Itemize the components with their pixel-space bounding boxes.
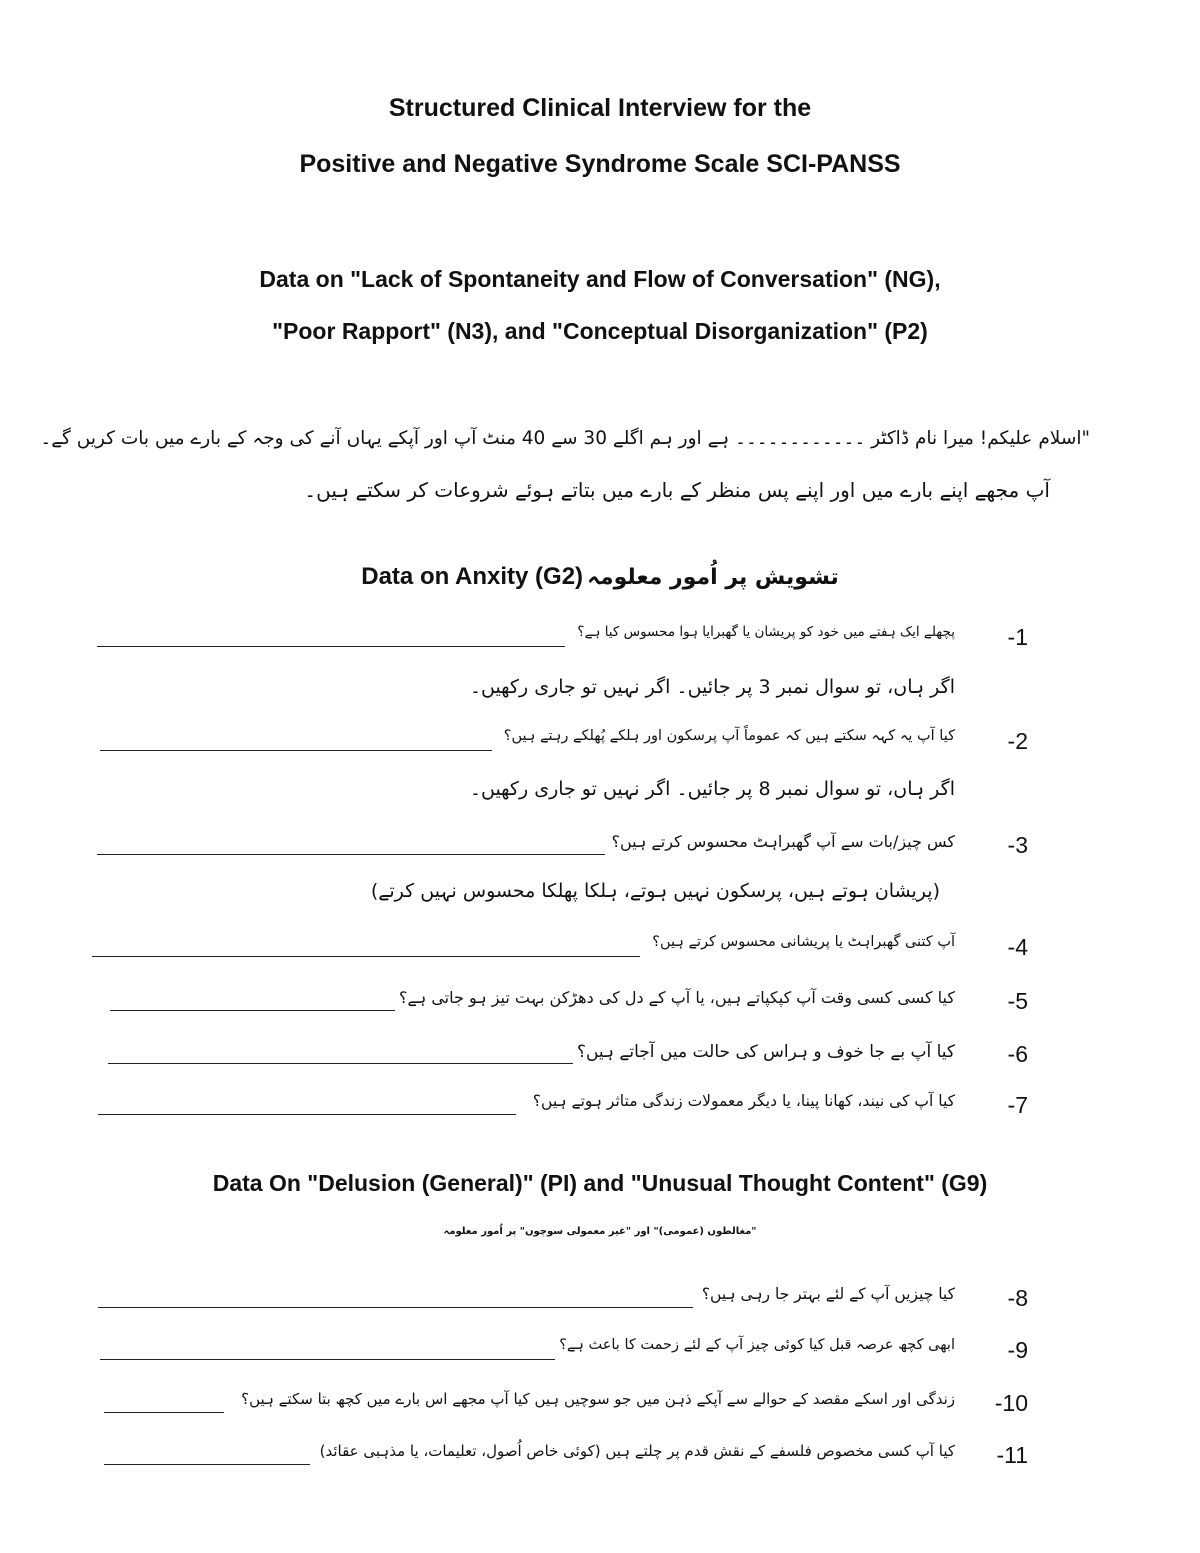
answer-line[interactable] <box>98 1307 693 1308</box>
answer-line[interactable] <box>92 956 640 957</box>
question-row-4 <box>0 928 1200 968</box>
question-text: کس چیز/بات سے آپ گھبراہٹ محسوس کرتے ہیں؟ <box>611 832 955 851</box>
question-number: -5 <box>1007 988 1028 1014</box>
question-3-clarification: (پریشان ہوتے ہیں، پرسکون نہیں ہوتے، ہلکا پھلکا محسوس نہیں کرتے) <box>370 880 940 902</box>
intro-text-line2: آپ مجھے اپنے بارے میں اور اپنے پس منظر کے بارے میں بتاتے ہوئے شروعات کر سکتے ہیں۔ <box>304 478 1050 502</box>
question-number: -1 <box>1007 624 1028 650</box>
answer-line[interactable] <box>104 1464 310 1465</box>
question-text: کیا آپ کسی مخصوص فلسفے کے نقش قدم پر چلتے ہیں (کوئی خاص اُصول، تعلیمات، یا مذہبی عقائد) <box>319 1442 955 1460</box>
question-row-7 <box>0 1086 1200 1126</box>
anxiety-section-heading <box>0 563 1200 591</box>
section-heading-ng-line1: Data on "Lack of Spontaneity and Flow of Conversation" (NG), <box>259 266 941 292</box>
question-text: کیا آپ کی نیند، کھانا پینا، یا دیگر معمولات زندگی متاثر ہوتے ہیں؟ <box>532 1092 955 1110</box>
answer-line[interactable] <box>108 1063 573 1064</box>
question-number: -11 <box>996 1442 1028 1468</box>
answer-line[interactable] <box>100 1359 555 1360</box>
anxiety-heading-urdu: تشویش پر اُمور معلومہ <box>587 565 839 590</box>
question-number: -2 <box>1007 728 1028 754</box>
question-number: -8 <box>1007 1285 1028 1311</box>
question-text: زندگی اور اسکے مقصد کے حوالے سے آپکے ذہن میں جو سوچیں ہیں کیا آپ مجھے اس بارے میں کچھ بتا سکتے ہیں؟ <box>241 1390 955 1408</box>
question-row-1 <box>0 618 1200 658</box>
answer-line[interactable] <box>104 1412 224 1413</box>
question-text: آپ کتنی گھبراہٹ یا پریشانی محسوس کرتے ہیں؟ <box>652 934 955 950</box>
question-row-11 <box>0 1436 1200 1476</box>
answer-line[interactable] <box>97 854 605 855</box>
question-row-3 <box>0 826 1200 866</box>
delusion-section-heading-urdu: "مغالطوں (عمومی)" اور "غیر معمولی سوچوں" پر اُمور معلومہ <box>443 1226 757 1237</box>
intro-text-line1: "اسلام علیکم! میرا نام ڈاکٹر ۔۔۔۔۔۔۔۔۔۔۔۔ ہے اور ہم اگلے 30 سے 40 منٹ آپ اور آپکے یہاں آنے کی وجہ کے بارے میں بات کریں گے۔ <box>40 428 1090 449</box>
question-2-instruction: اگر ہاں، تو سوال نمبر 8 پر جائیں۔ اگر نہیں تو جاری رکھیں۔ <box>469 778 955 800</box>
question-1-instruction: اگر ہاں، تو سوال نمبر 3 پر جائیں۔ اگر نہیں تو جاری رکھیں۔ <box>469 676 955 698</box>
question-text: کیا آپ یہ کہہ سکتے ہیں کہ عموماً آپ پرسکون اور ہلکے پُھلکے رہتے ہیں؟ <box>503 728 955 744</box>
document-title-line1: Structured Clinical Interview for the <box>388 94 812 122</box>
question-text: ابھی کچھ عرصہ قبل کیا کوئی چیز آپ کے لئے زحمت کا باعث ہے؟ <box>559 1337 955 1353</box>
question-row-8 <box>0 1279 1200 1319</box>
question-number: -7 <box>1007 1092 1028 1118</box>
question-row-9 <box>0 1331 1200 1371</box>
answer-line[interactable] <box>100 750 492 751</box>
answer-line[interactable] <box>110 1010 395 1011</box>
question-number: -10 <box>994 1390 1028 1416</box>
question-text: کیا چیزیں آپ کے لئے بہتر جا رہی ہیں؟ <box>701 1285 955 1303</box>
delusion-section-heading: Data On "Delusion (General)" (PI) and "Unusual Thought Content" (G9) <box>212 1170 988 1196</box>
question-number: -9 <box>1007 1337 1028 1363</box>
question-text: کیا آپ بے جا خوف و ہراس کی حالت میں آجاتے ہیں؟ <box>576 1042 955 1062</box>
answer-line[interactable] <box>98 1114 516 1115</box>
section-heading-ng-line2: "Poor Rapport" (N3), and "Conceptual Disorganization" (P2) <box>272 318 928 344</box>
question-row-6 <box>0 1035 1200 1075</box>
question-row-2 <box>0 722 1200 762</box>
anxiety-heading-english: Data on Anxity (G2) <box>361 563 584 590</box>
question-text: کیا کسی کسی وقت آپ کپکپاتے ہیں، یا آپ کے دل کی دھڑکن بہت تیز ہو جاتی ہے؟ <box>399 988 955 1007</box>
question-number: -3 <box>1007 832 1028 858</box>
question-number: -6 <box>1007 1041 1028 1067</box>
question-row-10 <box>0 1384 1200 1424</box>
answer-line[interactable] <box>97 646 565 647</box>
document-title-line2: Positive and Negative Syndrome Scale SCI-PANSS <box>299 150 901 178</box>
question-text: پچھلے ایک ہفتے میں خود کو پریشان یا گھبرایا ہوا محسوس کیا ہے؟ <box>577 624 955 640</box>
question-row-5 <box>0 982 1200 1022</box>
question-number: -4 <box>1007 934 1028 960</box>
